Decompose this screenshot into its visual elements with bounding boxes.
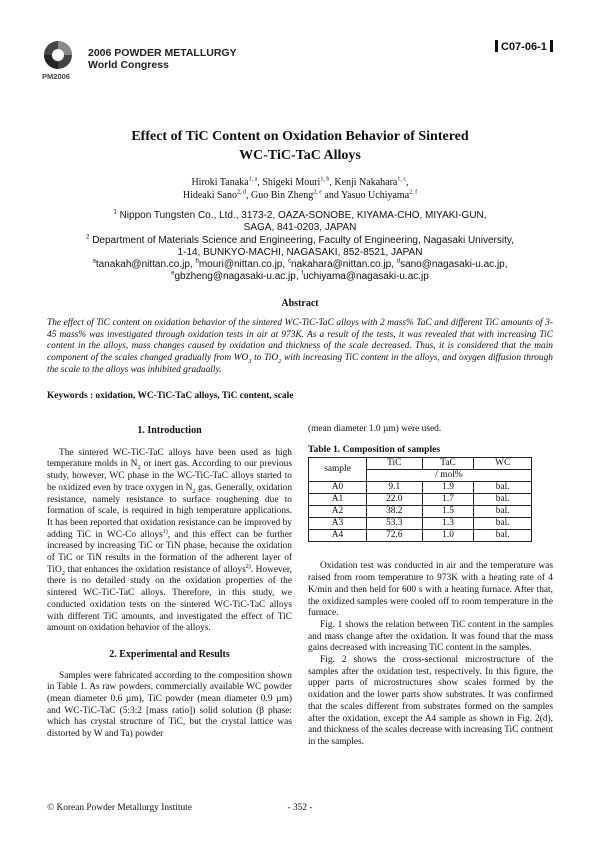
- table-header-cell: TaC: [422, 458, 474, 470]
- table-unit: / mol%: [366, 470, 531, 482]
- emails-line-1: $^a$tanakah@nittan.co.jp, $^b$mouri@nittan.co.jp, $^c$nakahara@nittan.co.jp, $^d$sano@nagasaki-u.ac.jp,: [92, 258, 508, 271]
- paper-code: C07-06-1: [492, 40, 556, 53]
- experimental-paragraph: Samples were fabricated according to the composition shown in Table 1. As raw powders, commercially available WC powder (mean diameter 0.6 µm), TiC powder (mean diameter 0.9 µm) and WC-TiC-TaC (5:3:2 [mass ratio]) solid solution (β phase: which has crystal structure of TiC, but the crystal lattice was distorted by W and Ta) powder: [47, 670, 292, 740]
- copyright-footer: © Korean Powder Metallurgy Institute: [47, 803, 192, 813]
- intro-heading: 1. Introduction: [137, 425, 202, 436]
- results-paragraph-3: Fig. 2 shows the cross-sectional microstructure of the samples after the oxidation test, respectively. In this figure, the upper parts of microstructures show scales formed by the oxidation and the lower parts show substrates. It was confirmed that the scales different from substrates formed on the samples after the oxidation, except the A4 sample as shown in Fig. 2(d), and thickness of the scales decrease with increasing TiC contnent in the samples.: [308, 655, 553, 747]
- experimental-heading: 2. Experimental and Results: [109, 648, 230, 660]
- table-row: A0 9.1 1.9 bal.: [309, 482, 532, 494]
- composition-table: [308, 457, 532, 542]
- page-number: - 352 -: [287, 803, 313, 813]
- conference-name: 2006 POWDER METALLURGY World Congress: [88, 47, 237, 71]
- table-row: A1 22.0 1.7 bal.: [309, 494, 532, 506]
- paper-title: Effect of TiC Content on Oxidation Behavior of Sintered WC-TiC-TaC Alloys: [131, 129, 469, 163]
- table-title: Table 1. Composition of samples: [308, 443, 441, 455]
- right-column: [308, 424, 553, 749]
- experimental-paragraph-continued: (mean diameter 1.0 µm) were used.: [308, 424, 442, 434]
- author-list: Hiroki Tanaka$^{1, a}$, Shigeki Mouri$^{1, b}$, Kenji Nakahara$^{1, c}$, Hideaki Sano$^{2, d}$, Guo Bin Zheng$^{2, e}$ and Yasuo Uchiyama$^{2, f}$: [182, 176, 418, 201]
- abstract-text: The effect of TiC content on oxidation behavior of the sintered WC-TiC-TaC alloys with 2 mass% TaC and different TiC amounts of 3-45 mass% was investigated through oxidation tests in air at 973K. As a result of the tests, it was revealed that with increasing TiC content in the alloys, mass changes caused by oxidation and thickness of the scale decreased. Thus, it is considered that the main component of the scales changed gradually from $WO_3$ to TiO$_2$ with increasing TiC content in the alloys, and oxygen diffusion through the scale to the alloys was inhibited gradually.: [47, 318, 553, 375]
- intro-paragraph: The sintered WC-TiC-TaC alloys have been used as high temperature molds in $N_2$ or inert gas. According to our previous study, however, WC phase in the WC-TiC-TaC alloys started to be oxidized even by trace oxygen in $N_2$ gas. Generally, oxidation resistance, namely resistance to surface roughening due to formation of scale, is required in high temperature applications. It has been reported that oxidation resistance can be improved by adding TiC in WC-Co alloys$^{1)}$, and this effect can be further increased by increasing TiC or TiN phase, because the oxidation of TiC or TiN results in the formation of the adherent layer of TiO$_2$ that enhances the oxidation resistance of alloys$^{2)}$. However, there is no detailed study on the oxidation properties of the sintered WC-TiC-TaC alloys. Therefore, in this study, we conducted oxidation tests on the sintered WC-TiC-TaC alloys with different TiC amounts, and investigated the effect of TiC amount on oxidation behavior of the alloys.: [47, 447, 293, 634]
- left-column: [47, 425, 292, 741]
- table-header-cell: TiC: [366, 458, 422, 470]
- keywords: Keywords : oxidation, WC-TiC-TaC alloys, TiC content, scale: [47, 391, 294, 401]
- abstract-heading: Abstract: [281, 298, 319, 309]
- affiliations: $^1$ Nippon Tungsten Co., Ltd., 3173-2, OAZA-SONOBE, KIYAMA-CHO, MIYAKI-GUN, SAGA, 841-0203, JAPAN $^2$ Department of Materials Science and Engineering, Faculty of Engineering, Nagasaki University, 1-14, BUNKYO-MACHI, NAGASAKI, 852-8521, JAPAN $^a$tanakah@nittan.co.jp, $^b$mouri@nittan.co.jp, $^c$nakahara@nittan.co.jp, $^d$sano@nagasaki-u.ac.jp, $^e$gbzheng@nagasaki-u.ac.jp, $^f$uchiyama@nagasaki-u.ac.jp: [0, 210, 600, 284]
- table-header-cell: sample: [309, 458, 367, 482]
- table-row: A3 53.3 1.3 bal.: [309, 518, 532, 530]
- emails-line-2: $^e$gbzheng@nagasaki-u.ac.jp, $^f$uchiyama@nagasaki-u.ac.jp: [171, 271, 429, 283]
- results-paragraph-2: Fig. 1 shows the relation between TiC content in the samples and mass change after the oxidation. It was found that the mass gains decreased with increasing TiC content in the samples.: [308, 619, 553, 654]
- table-row: A4 72.6 1.0 bal.: [309, 530, 532, 542]
- table-header-cell: WC: [474, 458, 532, 470]
- results-paragraph-1: Oxidation test was conducted in air and the temperature was raised from room temperature to 973K with a heating rate of 4 K/min and then held for 600 s with a heating furnace. After that, the oxidized samples were cooled off to room temperature in the furnace.: [308, 561, 553, 619]
- pm2006-label: PM2006: [42, 72, 70, 81]
- table-row: A2 38.2 1.5 bal.: [309, 506, 532, 518]
